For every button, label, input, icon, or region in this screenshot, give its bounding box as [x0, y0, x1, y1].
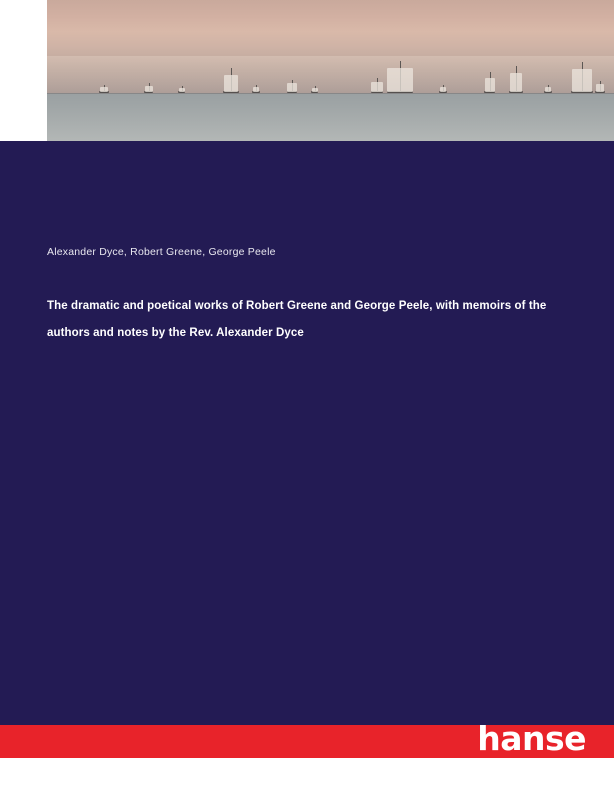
ship-sail: [371, 82, 383, 92]
cover-panel: [0, 141, 614, 725]
ship-silhouette: [484, 71, 495, 93]
ship-sail: [510, 73, 522, 92]
ship-sail: [387, 68, 413, 92]
ship-sail: [545, 87, 551, 92]
ship-sail: [440, 87, 446, 92]
ship-silhouette: [387, 60, 413, 93]
cover-title: The dramatic and poetical works of Robert Greene and George Peele, with memoirs of the authors and notes by the Rev. Alexander Dyce: [47, 300, 547, 340]
ship-sail: [596, 84, 604, 92]
ship-silhouette: [439, 84, 447, 93]
ship-silhouette: [311, 85, 318, 93]
ship-silhouette: [252, 84, 260, 93]
ship-sail: [253, 87, 259, 92]
ship-silhouette: [144, 82, 153, 93]
publisher-logo-text: hanse: [477, 719, 586, 758]
ship-sail: [572, 69, 592, 92]
ship-sail: [312, 88, 318, 92]
ship-silhouette: [595, 80, 605, 93]
ship-sail: [224, 75, 238, 92]
ship-silhouette: [178, 85, 185, 93]
ship-silhouette: [223, 67, 239, 93]
cover-bottom-margin: [0, 758, 614, 800]
ship-sail: [485, 78, 495, 92]
ship-sail: [145, 86, 153, 92]
ship-sail: [100, 87, 108, 92]
ship-silhouette: [287, 79, 297, 93]
ship-silhouette: [371, 77, 383, 93]
ship-sail: [287, 83, 297, 92]
ship-silhouette: [571, 61, 593, 93]
photo-sea: [47, 93, 614, 141]
ship-sail: [179, 88, 185, 92]
ship-silhouette: [99, 84, 109, 93]
cover-photo: [47, 0, 614, 141]
cover-authors: Alexander Dyce, Robert Greene, George Peele: [47, 246, 276, 258]
photo-horizon-line: [47, 93, 614, 94]
ship-silhouette: [544, 84, 552, 93]
ship-silhouette: [509, 65, 523, 93]
